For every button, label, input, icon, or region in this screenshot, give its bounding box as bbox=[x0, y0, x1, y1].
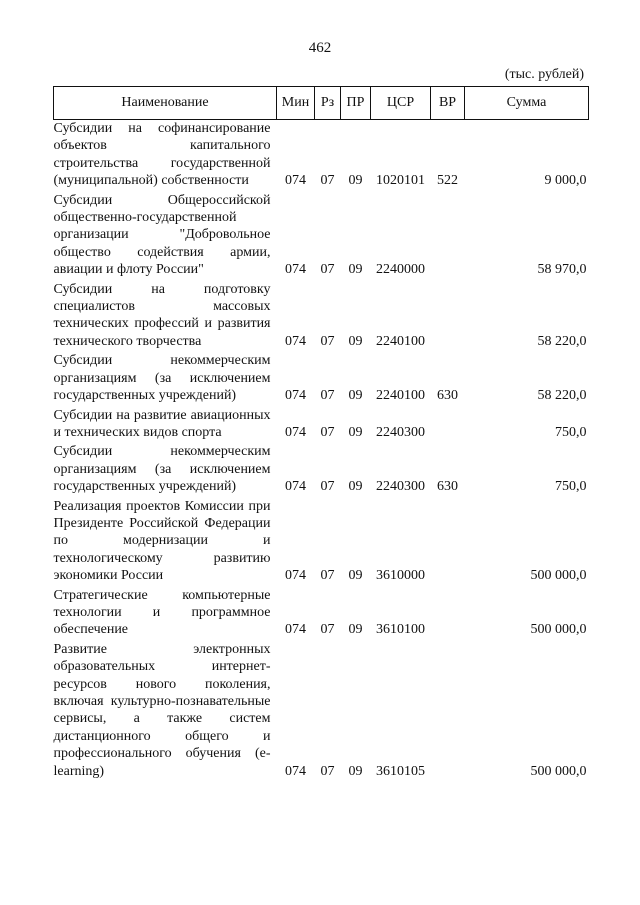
cell-vr bbox=[431, 192, 465, 281]
cell-min: 074 bbox=[285, 424, 306, 440]
cell-pr: 09 bbox=[348, 388, 363, 404]
cell-min: 074 bbox=[285, 173, 306, 189]
cell-rz: 07 bbox=[320, 262, 335, 278]
table-row bbox=[54, 498, 589, 587]
cell-sum: 750,0 bbox=[555, 424, 587, 440]
cell-name: Субсидии Общероссийской общественно-государственной организации "Добровольное общество содействия армии, авиации и флоту России" bbox=[53, 192, 271, 278]
cell-sum: 58 970,0 bbox=[537, 262, 587, 278]
table-row bbox=[54, 443, 589, 497]
cell-min: 074 bbox=[285, 622, 306, 638]
cell-pr: 09 bbox=[348, 173, 363, 189]
cell-rz: 07 bbox=[320, 173, 335, 189]
table-row bbox=[54, 641, 589, 782]
header-sum: Сумма bbox=[465, 87, 589, 120]
page-number: 462 bbox=[308, 40, 332, 56]
header-name: Наименование bbox=[54, 87, 277, 120]
cell-vr bbox=[431, 281, 465, 353]
cell-csr: 2240100 bbox=[376, 333, 425, 349]
cell-vr bbox=[431, 587, 465, 641]
cell-vr: 630 bbox=[437, 479, 458, 495]
cell-name: Субсидии на софинансирование объектов капитального строительства государственной (муниципальной) собственности bbox=[53, 121, 271, 189]
cell-min: 074 bbox=[285, 388, 306, 404]
cell-sum: 500 000,0 bbox=[530, 763, 587, 779]
header-csr: ЦСР bbox=[371, 87, 431, 120]
cell-min: 074 bbox=[285, 479, 306, 495]
cell-pr: 09 bbox=[348, 424, 363, 440]
cell-rz: 07 bbox=[320, 568, 335, 584]
cell-vr bbox=[431, 641, 465, 782]
table-row bbox=[54, 352, 589, 406]
cell-vr: 522 bbox=[437, 173, 458, 189]
cell-csr: 3610100 bbox=[376, 622, 425, 638]
table-row bbox=[54, 120, 589, 192]
cell-name: Стратегические компьютерные технологии и программное обеспечение bbox=[53, 587, 271, 638]
cell-min: 074 bbox=[285, 568, 306, 584]
cell-sum: 58 220,0 bbox=[537, 333, 587, 349]
header-pr: ПР bbox=[341, 87, 371, 120]
cell-csr: 2240000 bbox=[376, 262, 425, 278]
cell-rz: 07 bbox=[320, 763, 335, 779]
cell-csr: 3610000 bbox=[376, 568, 425, 584]
cell-name: Субсидии некоммерческим организациям (за исключением государственных учреждений) bbox=[53, 353, 271, 404]
cell-pr: 09 bbox=[348, 622, 363, 638]
budget-table bbox=[53, 86, 589, 782]
cell-rz: 07 bbox=[320, 479, 335, 495]
header-vr: ВР bbox=[431, 87, 465, 120]
cell-pr: 09 bbox=[348, 262, 363, 278]
cell-rz: 07 bbox=[320, 622, 335, 638]
cell-name: Субсидии на развитие авиационных и технических видов спорта bbox=[53, 407, 271, 440]
cell-name: Развитие электронных образовательных интернет-ресурсов нового поколения, включая культурно-познавательные сервисы, а также систем дистанционного общего и профессионального обучения (e-learning) bbox=[53, 641, 271, 779]
cell-min: 074 bbox=[285, 262, 306, 278]
cell-vr: 630 bbox=[437, 388, 458, 404]
cell-min: 074 bbox=[285, 333, 306, 349]
cell-vr bbox=[431, 498, 465, 587]
cell-csr: 2240100 bbox=[376, 388, 425, 404]
cell-csr: 2240300 bbox=[376, 479, 425, 495]
cell-sum: 9 000,0 bbox=[544, 173, 587, 189]
cell-rz: 07 bbox=[320, 424, 335, 440]
cell-rz: 07 bbox=[320, 333, 335, 349]
table-row bbox=[54, 587, 589, 641]
cell-csr: 1020101 bbox=[376, 173, 425, 189]
table-header-row bbox=[54, 87, 589, 120]
cell-sum: 500 000,0 bbox=[530, 622, 587, 638]
cell-pr: 09 bbox=[348, 763, 363, 779]
cell-csr: 2240300 bbox=[376, 424, 425, 440]
cell-rz: 07 bbox=[320, 388, 335, 404]
cell-name: Субсидии на подготовку специалистов массовых технических профессий и развития технического творчества bbox=[53, 281, 271, 349]
header-rz: Рз bbox=[315, 87, 341, 120]
cell-pr: 09 bbox=[348, 333, 363, 349]
cell-min: 074 bbox=[285, 763, 306, 779]
header-min: Мин bbox=[277, 87, 315, 120]
cell-sum: 750,0 bbox=[555, 479, 587, 495]
cell-pr: 09 bbox=[348, 568, 363, 584]
units-label: (тыс. рублей) bbox=[504, 67, 584, 82]
cell-csr: 3610105 bbox=[376, 763, 425, 779]
cell-vr bbox=[431, 407, 465, 444]
cell-sum: 500 000,0 bbox=[530, 568, 587, 584]
table-row bbox=[54, 407, 589, 444]
cell-name: Реализация проектов Комиссии при Президенте Российской Федерации по модернизации и технологическому развитию экономики России bbox=[53, 498, 271, 584]
table-row bbox=[54, 192, 589, 281]
cell-sum: 58 220,0 bbox=[537, 388, 587, 404]
cell-pr: 09 bbox=[348, 479, 363, 495]
table-row bbox=[54, 281, 589, 353]
cell-name: Субсидии некоммерческим организациям (за исключением государственных учреждений) bbox=[53, 444, 271, 495]
